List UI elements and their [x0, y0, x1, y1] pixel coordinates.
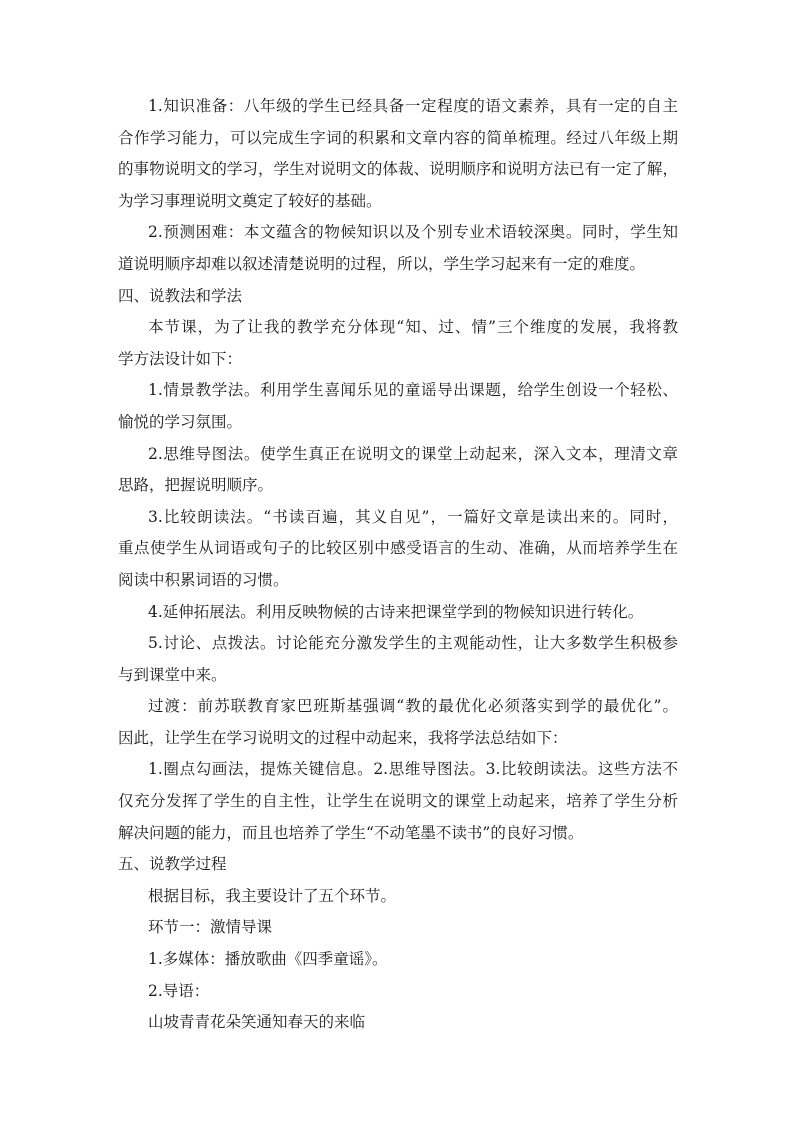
text-line: 学方法设计如下： [118, 349, 243, 368]
text-line: 四、说教法和学法 [118, 286, 243, 305]
text-line: 过渡：前苏联教育家巴班斯基强调“教的最优化必须落实到学的最优化”。 [148, 697, 678, 716]
text-line: 2.预测困难：本文蕴含的物候知识以及个别专业术语较深奥。同时，学生知 [148, 223, 678, 242]
text-line: 1.圈点勾画法，提炼关键信息。2.思维导图法。3.比较朗读法。这些方法不 [148, 760, 678, 779]
text-line: 的事物说明文的学习，学生对说明文的体裁、说明顺序和说明方法已有一定了解， [118, 160, 678, 179]
text-line: 1.情景教学法。利用学生喜闻乐见的童谣导出课题，给学生创设一个轻松、 [148, 381, 678, 400]
text-line: 阅读中积累词语的习惯。 [118, 570, 289, 589]
text-line: 本节课，为了让我的教学充分体现“知、过、情”三个维度的发展，我将教 [148, 318, 678, 337]
text-line: 1.多媒体：播放歌曲《四季童谣》。 [148, 950, 388, 969]
text-line: 2.思维导图法。使学生真正在说明文的课堂上动起来，深入文本，理清文章 [148, 444, 678, 463]
document-page [118, 91, 678, 1039]
text-line: 环节一：激情导课 [148, 918, 273, 937]
text-line: 2.导语： [148, 981, 210, 1000]
text-line: 仅充分发挥了学生的自主性，让学生在说明文的课堂上动起来，培养了学生分析 [118, 792, 678, 811]
text-line: 与到课堂中来。 [118, 665, 227, 684]
text-line: 重点使学生从词语或句子的比较区别中感受语言的生动、准确，从而培养学生在 [118, 539, 678, 558]
text-line: 愉悦的学习氛围。 [118, 412, 243, 431]
text-line: 为学习事理说明文奠定了较好的基础。 [118, 191, 382, 210]
text-line: 因此，让学生在学习说明文的过程中动起来，我将学法总结如下： [118, 728, 568, 747]
text-line: 五、说教学过程 [118, 855, 227, 874]
text-line: 1.知识准备：八年级的学生已经具备一定程度的语文素养，具有一定的自主 [148, 97, 678, 115]
text-line: 4.延伸拓展法。利用反映物候的古诗来把课堂学到的物候知识进行转化。 [148, 602, 644, 621]
text-line: 合作学习能力，可以完成生字词的积累和文章内容的简单梳理。经过八年级上期 [118, 128, 678, 147]
text-line: 解决问题的能力，而且也培养了学生“不动笔墨不读书”的良好习惯。 [118, 823, 584, 842]
text-line: 3.比较朗读法。“书读百遍，其义自见”，一篇好文章是读出来的。同时， [148, 507, 678, 526]
text-line: 5.讨论、点拨法。讨论能充分激发学生的主观能动性，让大多数学生积极参 [148, 634, 678, 653]
text-line: 根据目标，我主要设计了五个环节。 [148, 886, 397, 905]
text-line: 道说明顺序却难以叙述清楚说明的过程，所以，学生学习起来有一定的难度。 [118, 254, 646, 273]
text-line: 山坡青青花朵笑通知春天的来临 [148, 1013, 366, 1032]
text-line: 思路，把握说明顺序。 [118, 476, 274, 495]
